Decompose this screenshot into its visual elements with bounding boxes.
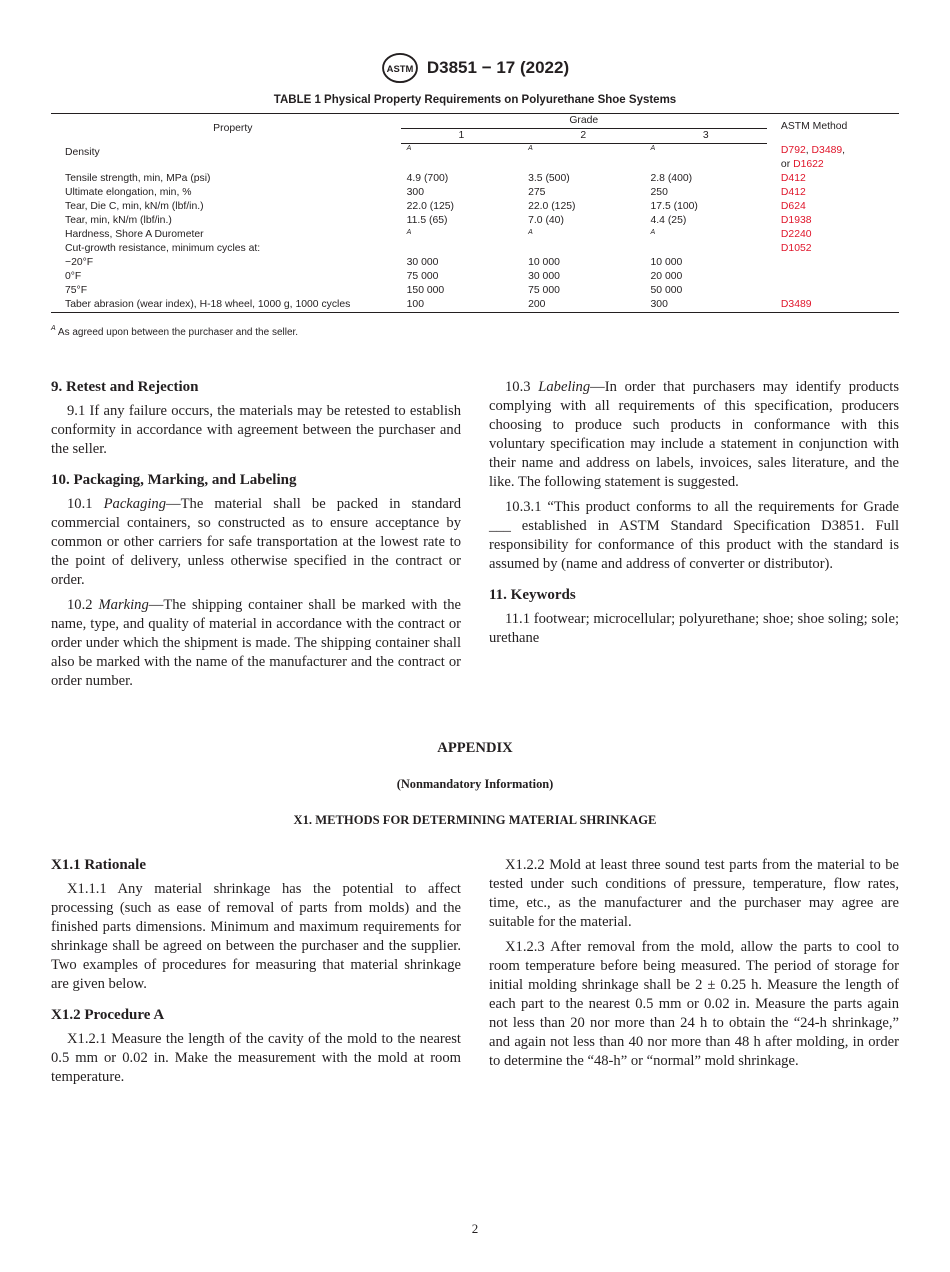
astm-method-link[interactable]: D1622 [793, 158, 824, 170]
cell-grade-2: 30 000 [528, 270, 560, 282]
header-astm-method: ASTM Method [767, 114, 899, 144]
astm-method-link[interactable]: D2240 [780, 228, 812, 240]
page-number: 2 [471, 1221, 479, 1236]
table-row [51, 270, 899, 284]
astm-method-link[interactable]: D624 [780, 200, 806, 212]
header-grade-2: 2 [522, 129, 644, 144]
cell-astm-method [767, 242, 899, 256]
cell-property: 0°F [65, 270, 82, 282]
astm-method-link[interactable]: D3489 [780, 298, 812, 310]
astm-logo-icon [381, 52, 419, 84]
right-column [489, 378, 899, 654]
cell-grade-3: 300 [645, 298, 767, 313]
cell-astm-method [767, 186, 899, 200]
cell-grade-2: 7.0 (40) [528, 214, 564, 226]
left-column [51, 378, 461, 697]
cell-grade-1: 100 [401, 298, 522, 313]
x1-1-heading: X1.1 Rationale [51, 857, 146, 873]
para-x1-2-1: X1.2.1 Measure the length of the cavity of the mold to the nearest 0.5 mm or 0.02 in. Make the measurement with the mold at room temperature. [51, 1031, 461, 1085]
table-row [51, 214, 899, 228]
table-footnote [51, 327, 298, 338]
cell-grade-2: 3.5 (500) [528, 172, 570, 184]
page-header [0, 52, 950, 86]
cell-property: Density [65, 146, 100, 158]
cell-grade-3: 17.5 (100) [650, 200, 698, 212]
table-row [51, 298, 899, 313]
cell-grade-2: A [528, 145, 533, 152]
cell-astm-method [767, 298, 899, 313]
cell-grade-2: 275 [528, 186, 546, 198]
astm-method-link[interactable]: D1052 [780, 242, 812, 254]
table-row [51, 228, 899, 242]
table-row [51, 200, 899, 214]
cell-property: Taber abrasion (wear index), H-18 wheel, 1000 g, 1000 cycles [51, 298, 401, 313]
cell-property: Tear, Die C, min, kN/m (lbf/in.) [65, 200, 204, 212]
para-10-2: 10.2 Marking—The shipping container shall be marked with the name, type, and quality of material in accordance with the contract or order under which the shipment is made. The shipping container shall also be marked with the name of the manufacturer and the contract or order number. [51, 597, 462, 689]
appendix-left-column [51, 856, 461, 1093]
cell-astm-method [767, 214, 899, 228]
cell-property: Tensile strength, min, MPa (psi) [65, 172, 211, 184]
cell-property: −20°F [65, 256, 94, 268]
cell-grade-3: 250 [650, 186, 668, 198]
astm-method-link[interactable]: D412 [780, 172, 806, 184]
cell-grade-1: 30 000 [406, 256, 439, 268]
cell-grade-3: 10 000 [650, 256, 683, 268]
table-row [51, 256, 899, 270]
cell-grade-1: A [406, 145, 412, 152]
para-10-1: 10.1 Packaging—The material shall be packed in standard commercial containers, so constructed as to ensure acceptance by common or other carriers for safe transportation at the lowest rate to the point of delivery, unless otherwise specified in the contract or order. [51, 496, 461, 588]
table-row [51, 242, 899, 256]
cell-property: Tear, min, kN/m (lbf/in.) [65, 214, 172, 226]
cell-grade-2: A [528, 228, 533, 236]
header-grade-3: 3 [645, 129, 767, 144]
astm-method-link[interactable]: D412 [780, 186, 806, 198]
cell-grade-2: 200 [522, 298, 644, 313]
x1-2-heading: X1.2 Procedure A [51, 1007, 165, 1023]
footnote-text: As agreed upon between the purchaser and the seller. [57, 327, 299, 338]
cell-grade-2: 75 000 [528, 284, 560, 296]
cell-grade-3 [645, 242, 767, 256]
appendix-subtitle: (Nonmandatory Information) [396, 777, 554, 791]
para-10-3: 10.3 Labeling—In order that purchasers may identify products complying with all requirements of this specification, producers choosing to produce such products in conformance with this voluntary specification may include a statement in conjunction with their name and address on labels, invoices, sales literature, and the like. The following statement is suggested. [489, 379, 899, 490]
header-property: Property [51, 114, 401, 144]
cell-astm-method [767, 172, 899, 186]
cell-grade-3: 50 000 [650, 284, 683, 296]
cell-property: 75°F [65, 284, 88, 296]
cell-astm-method [767, 284, 899, 298]
cell-astm-method [767, 256, 899, 270]
cell-grade-1: 11.5 (65) [406, 214, 448, 226]
section-10-heading: 10. Packaging, Marking, and Labeling [51, 472, 297, 488]
header-grade-1: 1 [401, 129, 522, 144]
cell-grade-1: 4.9 (700) [406, 172, 449, 184]
astm-method-link[interactable]: D792 [780, 144, 806, 156]
table-row [51, 144, 899, 172]
cell-property: Hardness, Shore A Durometer [65, 228, 204, 240]
table-row [51, 284, 899, 298]
cell-property: Cut-growth resistance, minimum cycles at: [65, 242, 261, 254]
para-x1-2-3: X1.2.3 After removal from the mold, allow the parts to cool to room temperature before being measured. The period of storage for initial molding shrinkage shall be 2 ± 0.25 h. Measure the length of each part to the nearest 0.5 mm or 0.02 in. Measure the parts again not less than 20 nor more than 24 h to obtain the “24-h shrinkage,” and again not less than 40 nor more than 48 h after molding, in order to determine the “48-h” or “normal” mold shrinkage. [489, 939, 899, 1069]
cell-grade-1: 75 000 [406, 270, 439, 282]
header-grade: Grade [401, 114, 767, 129]
table-row [51, 186, 899, 200]
cell-grade-3: A [650, 145, 656, 152]
table-title: TABLE 1 Physical Property Requirements on Polyurethane Shoe Systems [273, 94, 677, 106]
cell-astm-method [767, 270, 899, 284]
cell-grade-3: 4.4 (25) [650, 214, 687, 226]
document-id: D3851 − 17 (2022) [426, 58, 570, 77]
cell-astm-method: D792, D3489, or D1622 [780, 144, 846, 170]
cell-grade-2: 22.0 (125) [528, 200, 576, 212]
para-9-1: 9.1 If any failure occurs, the materials may be retested to establish conformity in accordance with agreement between the purchaser and the seller. [51, 403, 461, 457]
para-x1-1-1: X1.1.1 Any material shrinkage has the potential to affect processing (such as ease of removal of parts from molds) and the finished parts dimensions. Minimum and maximum requirements for shrinkage shall be agreed on between the purchaser and the supplier. Two examples of procedures for measuring that material shrinkage are given below. [51, 881, 461, 992]
cell-grade-2: 10 000 [528, 256, 560, 268]
cell-grade-3: 2.8 (400) [650, 172, 693, 184]
table-body [51, 144, 899, 313]
section-11-heading: 11. Keywords [489, 587, 576, 603]
cell-property: Ultimate elongation, min, % [65, 186, 192, 198]
cell-grade-2 [522, 242, 644, 256]
appendix-right-column [489, 856, 899, 1077]
cell-grade-1: 150 000 [406, 284, 445, 296]
logo-text: ASTM [386, 62, 414, 74]
astm-method-link[interactable]: D3489 [811, 144, 843, 156]
para-x1-2-2: X1.2.2 Mold at least three sound test parts from the material to be tested under such conditions of pressure, temperature, flow rates, time, etc., as the manufacturer and the purchaser may agree are suitable for the material. [489, 857, 899, 930]
para-10-3-1: 10.3.1 “This product conforms to all the requirements for Grade ___ established in ASTM Standard Specification D3851. Full responsibility for conformance of this product with the standard is assumed by (name and address of converter or distributor). [489, 499, 899, 572]
footnote-marker: A [51, 325, 56, 332]
appendix-title: APPENDIX [437, 740, 513, 756]
cell-grade-1: A [406, 228, 412, 236]
para-11-1: 11.1 footwear; microcellular; polyurethane; shoe; shoe soling; sole; urethane [489, 611, 899, 646]
astm-method-link[interactable]: D1938 [780, 214, 812, 226]
cell-grade-1: 300 [406, 186, 424, 198]
cell-grade-3: 20 000 [650, 270, 683, 282]
cell-astm-method [767, 228, 899, 242]
table-row [51, 172, 899, 186]
cell-astm-method [767, 200, 899, 214]
cell-grade-1 [401, 242, 522, 256]
cell-grade-1: 22.0 (125) [406, 200, 455, 212]
section-9-heading: 9. Retest and Rejection [51, 379, 199, 395]
cell-grade-3: A [650, 228, 656, 236]
x1-title: X1. METHODS FOR DETERMINING MATERIAL SHRINKAGE [293, 813, 657, 827]
property-table [51, 113, 899, 313]
